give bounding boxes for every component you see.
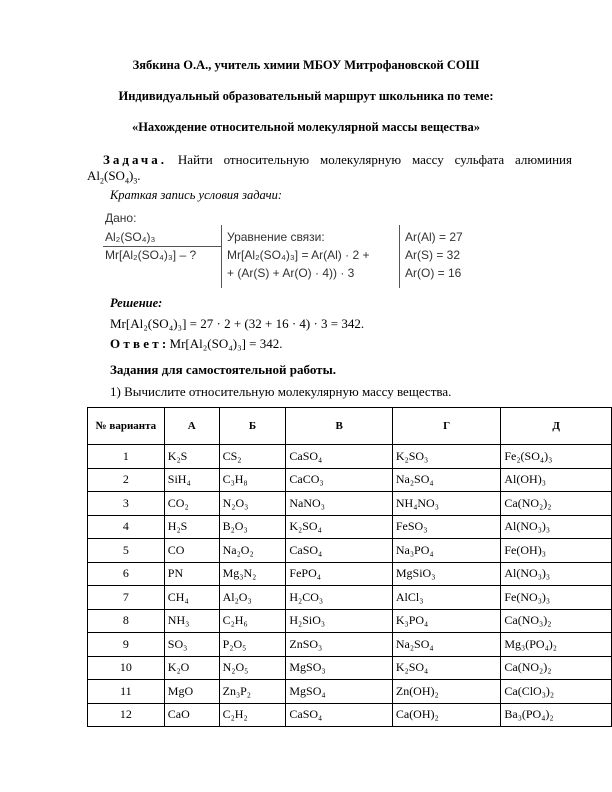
table-cell: B₂O₃	[219, 515, 286, 539]
table-cell: C₃H₈	[219, 468, 286, 492]
given-divider-1	[221, 225, 222, 288]
table-cell: SiH₄	[164, 468, 219, 492]
table-cell: Zn₃P₂	[219, 680, 286, 704]
table-cell: Na₂SO₄	[392, 468, 501, 492]
self-work-title: Задания для самостоятельной работы.	[110, 362, 336, 377]
table-cell: Al(OH)₃	[501, 468, 612, 492]
table-cell: 6	[88, 562, 165, 586]
task-label: Задача.	[103, 152, 167, 167]
table-cell: CaSO₄	[286, 703, 392, 727]
table-cell: H₂S	[164, 515, 219, 539]
table-cell: Fe(OH)₃	[501, 539, 612, 563]
table-cell: CO₂	[164, 492, 219, 516]
table-cell: MgSiO₃	[392, 562, 501, 586]
task-end: .	[137, 168, 141, 183]
table-cell: K₂SO₃	[392, 445, 501, 469]
table-cell: CaCO₃	[286, 468, 392, 492]
answer-line	[110, 336, 283, 352]
table-cell: Ba₃(PO₄)₂	[501, 703, 612, 727]
table-body	[88, 445, 612, 727]
table-cell: N₂O₃	[219, 492, 286, 516]
table-cell: 1	[88, 445, 165, 469]
table-cell: Na₃PO₄	[392, 539, 501, 563]
task-paragraph: Задача. Найти относительную молекулярную массу сульфата алюминия $Al_2(SO_4)_3$.	[87, 152, 572, 186]
task-formula-tail: (SO	[104, 168, 125, 183]
table-cell: Ca(NO₂)₂	[501, 492, 612, 516]
table-row	[88, 515, 612, 539]
equation-title: Уравнение связи:	[227, 230, 325, 244]
ar-o: Ar(O) = 16	[405, 266, 462, 280]
given-divider-2	[399, 225, 400, 288]
table-cell: Ca(ClO₃)₂	[501, 680, 612, 704]
table-cell: 7	[88, 586, 165, 610]
answer-value: Mr[Al₂(SO₄)₃] = 342.	[166, 336, 283, 351]
table-cell: CH₄	[164, 586, 219, 610]
given-question: Mr[Al₂(SO₄)₃] – ?	[105, 248, 197, 262]
table-cell: 10	[88, 656, 165, 680]
table-row	[88, 468, 612, 492]
table-cell: Mg₃N₂	[219, 562, 286, 586]
table-cell: Fe(NO₃)₃	[501, 586, 612, 610]
table-cell: 3	[88, 492, 165, 516]
table-row	[88, 609, 612, 633]
table-row	[88, 680, 612, 704]
task-formula-end: )	[128, 168, 134, 183]
solution-label: Решение:	[110, 296, 163, 310]
table-cell: K₂SO₄	[392, 656, 501, 680]
table-cell: CaO	[164, 703, 219, 727]
table-cell: Mg₃(PO₄)₂	[501, 633, 612, 657]
table-cell: Ca(NO₃)₂	[501, 609, 612, 633]
table-row	[88, 703, 612, 727]
table-cell: K₂O	[164, 656, 219, 680]
table-cell: Ca(OH)₂	[392, 703, 501, 727]
table-cell: 9	[88, 633, 165, 657]
table-cell: AlCl₃	[392, 586, 501, 610]
table-header-row	[88, 408, 612, 445]
variants-table	[87, 407, 612, 727]
table-header-cell: В	[286, 408, 392, 445]
table-row	[88, 586, 612, 610]
table-row	[88, 539, 612, 563]
table-cell: C₂H₂	[219, 703, 286, 727]
table-cell: ZnSO₃	[286, 633, 392, 657]
table-row	[88, 445, 612, 469]
table-cell: Ca(NO₂)₂	[501, 656, 612, 680]
author-line: Зябкина О.А., учитель химии МБОУ Митрофановской СОШ	[132, 58, 480, 72]
table-row	[88, 633, 612, 657]
given-block	[103, 210, 498, 288]
given-title: Дано:	[105, 211, 137, 225]
answer-label: О т в е т :	[110, 336, 167, 351]
table-cell: Zn(OH)₂	[392, 680, 501, 704]
task-text: Найти относительную молекулярную массу сульфата алюминия Al	[87, 152, 572, 183]
equation-line-2: + (Ar(S) + Ar(O) · 4)) · 3	[227, 266, 355, 280]
table-cell: CaSO₄	[286, 445, 392, 469]
table-cell: NaNO₃	[286, 492, 392, 516]
table-header-cell: Г	[392, 408, 501, 445]
table-cell: SO₃	[164, 633, 219, 657]
table-cell: NH₄NO₃	[392, 492, 501, 516]
table-cell: Na₂SO₄	[392, 633, 501, 657]
table-cell: Fe₂(SO₄)₃	[501, 445, 612, 469]
table-cell: Na₂O₂	[219, 539, 286, 563]
table-cell: 11	[88, 680, 165, 704]
table-cell: FeSO₃	[392, 515, 501, 539]
table-cell: K₂S	[164, 445, 219, 469]
table-cell: MgO	[164, 680, 219, 704]
table-cell: MgSO₃	[286, 656, 392, 680]
table-cell: CS₂	[219, 445, 286, 469]
table-cell: FePO₄	[286, 562, 392, 586]
table-row	[88, 492, 612, 516]
equation-line-1: Mr[Al₂(SO₄)₃] = Ar(Al) · 2 +	[227, 248, 370, 262]
table-header-cell: № варианта	[88, 408, 165, 445]
table-cell: 2	[88, 468, 165, 492]
table-cell: Al(NO₃)₃	[501, 515, 612, 539]
table-cell: C₂H₆	[219, 609, 286, 633]
self-work-instruction: 1) Вычислите относительную молекулярную массу вещества.	[110, 384, 452, 399]
brief-label: Краткая запись условия задачи:	[110, 188, 283, 202]
table-cell: CaSO₄	[286, 539, 392, 563]
route-line: Индивидуальный образовательный маршрут школьника по теме:	[118, 89, 494, 103]
table-row	[88, 656, 612, 680]
solution-calc: Mr[Al₂(SO₄)₃] = 27 · 2 + (32 + 16 · 4) · 3 = 342.	[110, 316, 365, 331]
table-cell: H₂SiO₃	[286, 609, 392, 633]
given-underline	[103, 246, 221, 247]
table-header-cell: Д	[501, 408, 612, 445]
table-header-cell: Б	[219, 408, 286, 445]
table-cell: K₂SO₄	[286, 515, 392, 539]
table-cell: N₂O₅	[219, 656, 286, 680]
table-cell: Al(NO₃)₃	[501, 562, 612, 586]
table-cell: NH₃	[164, 609, 219, 633]
given-substance: Al₂(SO₄)₃	[105, 230, 156, 244]
table-cell: P₂O₅	[219, 633, 286, 657]
topic-line: «Нахождение относительной молекулярной массы вещества»	[131, 120, 481, 134]
ar-al: Ar(Al) = 27	[405, 230, 463, 244]
table-cell: PN	[164, 562, 219, 586]
table-cell: MgSO₄	[286, 680, 392, 704]
table-cell: Al₂O₃	[219, 586, 286, 610]
ar-s: Ar(S) = 32	[405, 248, 461, 262]
table-cell: H₂CO₃	[286, 586, 392, 610]
table-header-cell: А	[164, 408, 219, 445]
table-cell: 8	[88, 609, 165, 633]
table-cell: 4	[88, 515, 165, 539]
table-cell: 12	[88, 703, 165, 727]
table-cell: CO	[164, 539, 219, 563]
table-cell: K₃PO₄	[392, 609, 501, 633]
table-cell: 5	[88, 539, 165, 563]
table-row	[88, 562, 612, 586]
